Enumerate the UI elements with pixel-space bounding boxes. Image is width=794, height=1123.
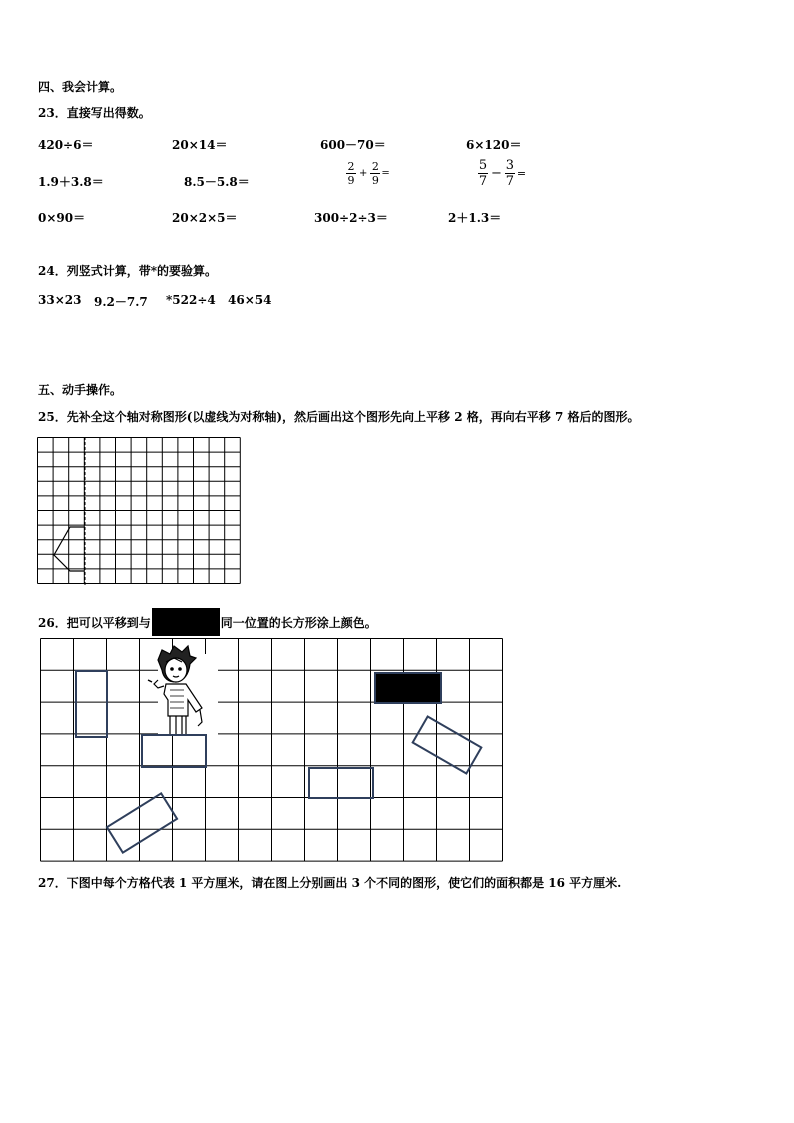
numerator: 3 — [505, 158, 515, 173]
q26-title — [38, 608, 377, 636]
calc-item: 2＋1.3＝ — [448, 211, 502, 225]
q25-title: 25．先补全这个轴对称图形(以虚线为对称轴)，然后画出这个图形先向上平移 2 格，再向右平移 7 格后的图形。 — [38, 410, 640, 424]
fraction — [346, 160, 356, 187]
grid-lines — [41, 639, 503, 862]
symmetry-grid — [37, 437, 245, 587]
equals-sign: = — [381, 168, 390, 179]
calc-item: 1.9＋3.8＝ — [38, 175, 104, 189]
q24-title: 24．列竖式计算，带*的要验算。 — [38, 264, 217, 278]
vertical-calc-item: *522÷4 — [166, 293, 216, 307]
q26-title-after: 同一位置的长方形涂上颜色。 — [220, 615, 377, 630]
denominator: 7 — [505, 174, 515, 189]
operator: − — [491, 166, 502, 181]
denominator: 9 — [371, 174, 379, 187]
calc-item: 0×90＝ — [38, 211, 86, 225]
translation-grid — [40, 638, 510, 864]
operator: + — [359, 168, 368, 179]
numerator: 2 — [347, 160, 355, 173]
section-4-heading: 四、我会计算。 — [38, 80, 123, 94]
calc-item: 20×14＝ — [172, 138, 228, 152]
equals-sign: = — [516, 167, 527, 180]
fraction — [478, 158, 488, 189]
q23-title: 23．直接写出得数。 — [38, 106, 151, 120]
calc-item: 20×2×5＝ — [172, 211, 238, 225]
denominator: 9 — [347, 174, 355, 187]
calc-item: 600－70＝ — [320, 138, 386, 152]
numerator: 2 — [371, 160, 379, 173]
rectangle-horizontal-right — [309, 768, 373, 798]
rectangle-rotated-right — [413, 717, 482, 774]
grid-lines — [38, 438, 241, 584]
fraction — [370, 160, 380, 187]
fraction-expression-1 — [346, 160, 390, 187]
target-rectangle-sample — [152, 608, 220, 636]
calc-item: 300÷2÷3＝ — [314, 211, 388, 225]
calc-item: 8.5－5.8＝ — [184, 175, 250, 189]
q26-title-before: 26．把可以平移到与 — [38, 615, 151, 630]
calc-item: 6×120＝ — [466, 138, 522, 152]
rectangle-filled-target — [375, 673, 441, 703]
section-5-heading: 五、动手操作。 — [38, 383, 123, 397]
boy-figure — [148, 646, 218, 736]
fraction-expression-2 — [478, 158, 526, 189]
vertical-calc-item: 33×23 — [38, 293, 82, 307]
rectangle-rotated-left — [107, 793, 177, 852]
calc-item: 420÷6＝ — [38, 138, 94, 152]
vertical-calc-item: 9.2－7.7 — [94, 295, 148, 309]
vertical-calc-item: 46×54 — [228, 293, 272, 307]
q27-title: 27．下图中每个方格代表 1 平方厘米，请在图上分别画出 3 个不同的图形，使它们的面积都是 16 平方厘米. — [38, 876, 622, 890]
numerator: 5 — [478, 158, 488, 173]
rectangle-vertical — [76, 671, 107, 737]
fraction — [505, 158, 515, 189]
rectangle-horizontal-left — [142, 735, 206, 767]
denominator: 7 — [478, 174, 488, 189]
